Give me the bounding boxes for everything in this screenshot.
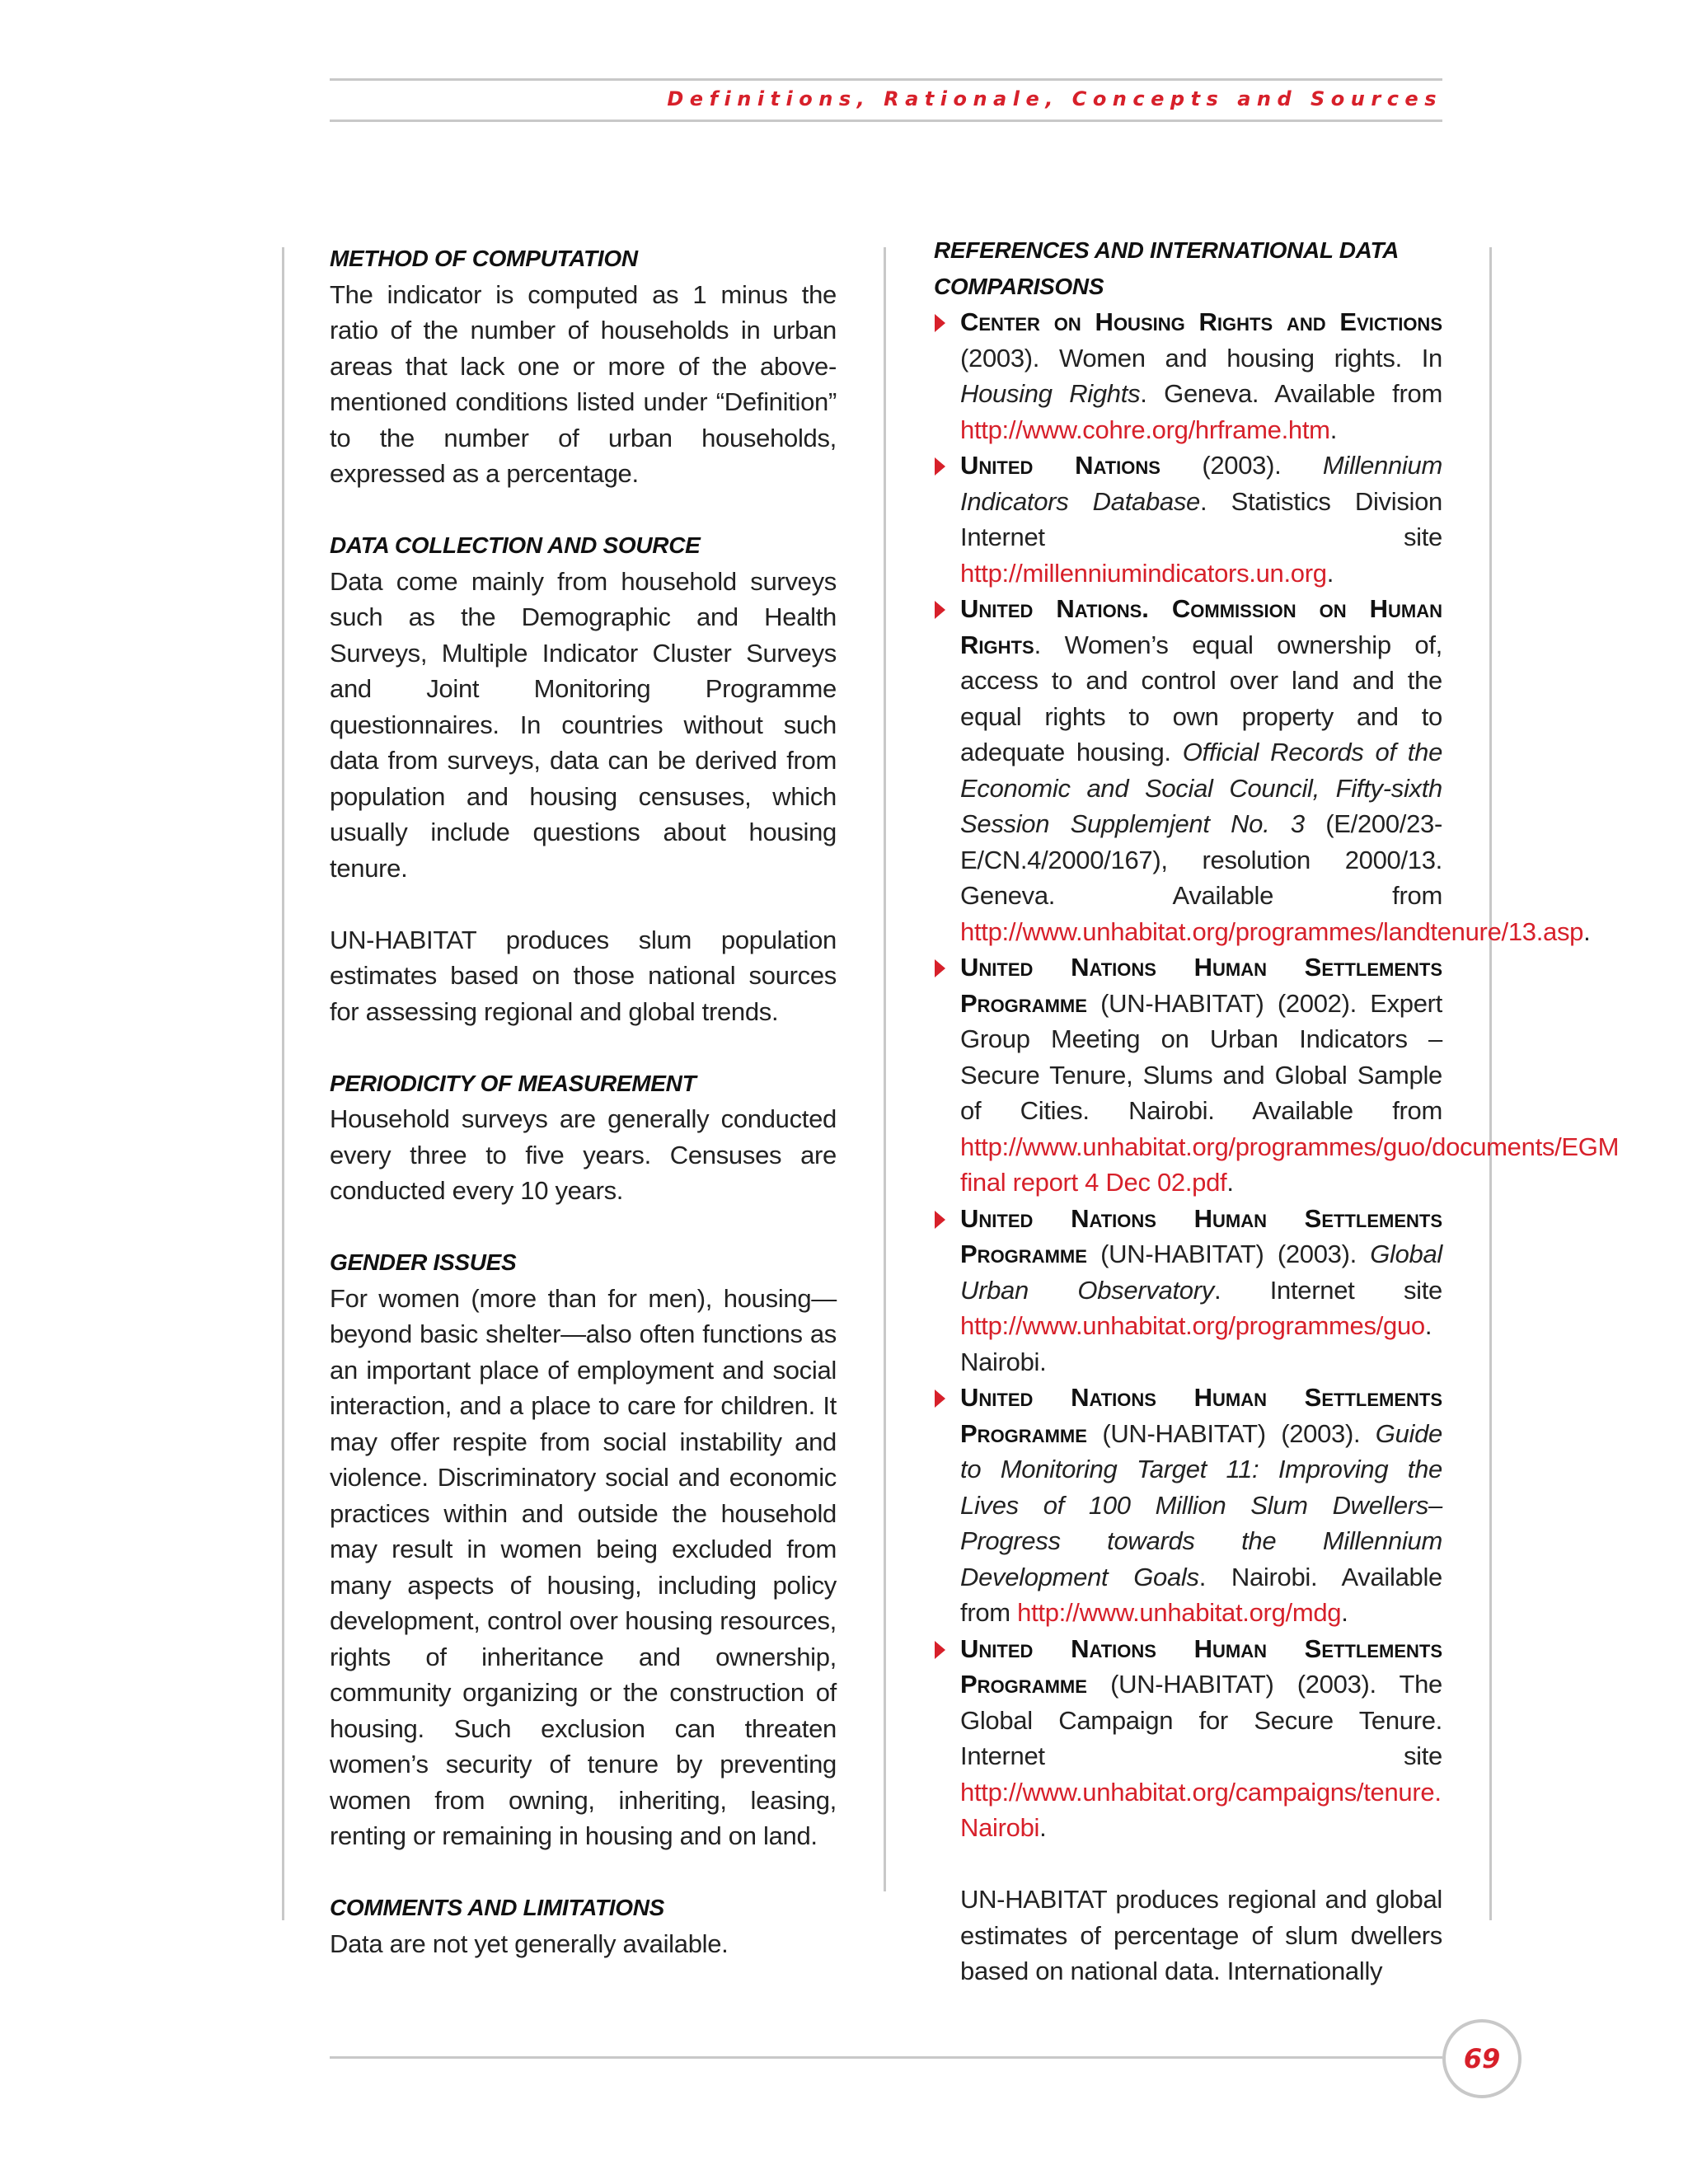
page-number: 69: [1463, 2043, 1501, 2074]
reference-author: Center on Housing Rights and Evictions: [960, 307, 1442, 336]
references-heading-line-1: REFERENCES AND INTERNATIONAL DATA: [934, 237, 1400, 263]
reference-title: Housing Rights: [960, 379, 1141, 408]
comments-text: Data are not yet generally available.: [330, 1929, 729, 1958]
reference-item: [934, 591, 1591, 949]
triangle-bullet-icon: [935, 1390, 945, 1408]
triangle-bullet-icon: [935, 314, 945, 332]
reference-text: .: [1326, 558, 1334, 588]
references-heading: [934, 232, 1442, 304]
periodicity-text: Household surveys are generally conducted every three to five years. Censuses are conducted every 10 years.: [330, 1104, 837, 1205]
reference-title: Guide to Monitoring Target 11: Improving the Lives of 100 Million Slum Dwellers–Progress towards the Millennium Development Goals: [960, 1418, 1442, 1591]
page-number-badge: [1442, 2019, 1522, 2098]
references-list: [934, 304, 1620, 1846]
reference-text: . Internet site: [1213, 1275, 1442, 1305]
reference-item: [934, 949, 1620, 1201]
reference-text: . Statistics Division Internet site: [960, 486, 1443, 551]
reference-title: Global Urban Observatory: [960, 1240, 1442, 1305]
reference-text: .: [1039, 1813, 1047, 1842]
reference-title: Official Records of the Economic and Social Council, Fifty-sixth Session Supplemjent No. 3: [960, 738, 1443, 838]
data-collection-text-2: UN-HABITAT produces slum population estimates based on those national sources for assessing regional and global trends.: [330, 925, 837, 1026]
reference-text: .: [1341, 1598, 1348, 1627]
reference-author: United Nations Human Settlements Programme: [960, 953, 1442, 1018]
reference-item: [934, 1201, 1442, 1380]
triangle-bullet-icon: [935, 601, 945, 619]
reference-item: [934, 448, 1442, 591]
reference-text: (E/200/23-E/CN.4/2000/167), resolution 2000/13. Geneva. Available from: [960, 809, 1442, 910]
triangle-bullet-icon: [935, 457, 945, 476]
data-collection-text: Data come mainly from household surveys such as the Demographic and Health Surveys, Multiple Indicator Cluster Surveys and Joint Monitoring Programme questionnaires. In countries without such data from surveys, data can be derived from population and housing censuses, which usually include questions about housing tenure.: [330, 566, 837, 883]
triangle-bullet-icon: [935, 959, 945, 977]
reference-text: (UN-HABITAT) (2003). The Global Campaign for Secure Tenure. Internet site: [960, 1670, 1442, 1770]
reference-author: United Nations Human Settlements Programme: [960, 1633, 1442, 1699]
header-rule-top: [330, 78, 1442, 81]
reference-text: . Geneva. Available from: [1140, 379, 1442, 408]
reference-link[interactable]: http://millenniumindicators.un.org: [960, 558, 1327, 588]
reference-text: .: [1329, 415, 1338, 444]
periodicity-section: [330, 1066, 837, 1209]
reference-link[interactable]: http://www.unhabitat.org/mdg: [1017, 1598, 1342, 1627]
method-text: The indicator is computed as 1 minus the ratio of the number of households in urban areas that lack one or more of the above-mentioned conditions listed under “Definition” to the number of urban households, expressed as a percentage.: [330, 279, 837, 488]
reference-text: . Nairobi.: [960, 1311, 1432, 1376]
reference-link[interactable]: http://www.cohre.org/hrframe.htm: [960, 415, 1330, 444]
reference-author: United Nations. Commission on Human Rights: [960, 594, 1442, 659]
method-heading: METHOD OF COMPUTATION: [330, 246, 638, 271]
reference-text: . Nairobi. Available from: [960, 1562, 1442, 1627]
reference-text: .: [1583, 916, 1591, 946]
reference-text: .: [1226, 1168, 1234, 1197]
comments-section: [330, 1890, 837, 1961]
reference-author: United Nations Human Settlements Programme: [960, 1203, 1442, 1268]
data-collection-heading: DATA COLLECTION AND SOURCE: [330, 532, 701, 558]
reference-text: . Women’s equal ownership of, access to and control over land and the equal rights to own property and to adequate housing.: [960, 630, 1442, 766]
comments-heading: COMMENTS AND LIMITATIONS: [330, 1895, 665, 1920]
gender-heading: GENDER ISSUES: [330, 1249, 517, 1275]
reference-item: [934, 1380, 1442, 1631]
closing-paragraph: UN-HABITAT produces regional and global estimates of percentage of slum dwellers based on national data. Internationally: [960, 1885, 1442, 1985]
reference-title: Millennium Indicators Database: [960, 451, 1442, 516]
data-collection-section: [330, 527, 837, 1029]
triangle-bullet-icon: [935, 1211, 945, 1229]
reference-link[interactable]: http://www.unhabitat.org/programmes/guo/documents/EGM final report 4 Dec 02.pdf: [960, 1132, 1620, 1197]
footer-rule: [330, 2056, 1442, 2059]
left-column: [330, 241, 837, 1961]
reference-item: [934, 304, 1442, 448]
running-head: Definitions, Rationale, Concepts and Sources: [667, 87, 1442, 110]
reference-text: (UN-HABITAT) (2003).: [1086, 1240, 1371, 1268]
reference-link[interactable]: http://www.unhabitat.org/campaigns/tenure. Nairobi: [960, 1777, 1442, 1842]
left-margin-rule: [282, 247, 284, 1920]
reference-item: [934, 1631, 1442, 1846]
reference-text: (UN-HABITAT) (2003).: [1086, 1418, 1376, 1448]
reference-author: United Nations: [960, 451, 1160, 480]
reference-author: United Nations Human Settlements Programme: [960, 1383, 1442, 1448]
references-heading-line-2: COMPARISONS: [934, 273, 1104, 299]
method-section: [330, 241, 837, 492]
gender-section: [330, 1244, 837, 1854]
reference-text: (2003). Women and housing rights. In: [960, 343, 1442, 373]
reference-text: (UN-HABITAT) (2002). Expert Group Meeting on Urban Indicators – Secure Tenure, Slums and Global Sample of Cities. Nairobi. Available from: [960, 988, 1442, 1125]
reference-link[interactable]: http://www.unhabitat.org/programmes/guo: [960, 1311, 1425, 1340]
gender-text: For women (more than for men), housing—beyond basic shelter—also often functions as an important place of employment and social interaction, and a place to care for children. It may offer respite from social instability and violence. Discriminatory social and economic practices within and outside the household may result in women being excluded from many aspects of housing, including policy development, control over housing resources, rights of inheritance and ownership, community organizing or the construction of housing. Such exclusion can threaten women’s security of tenure by preventing women from owning, inheriting, leasing, renting or remaining in housing and on land.: [330, 1283, 837, 1850]
reference-link[interactable]: http://www.unhabitat.org/programmes/landtenure/13.asp: [960, 916, 1584, 946]
periodicity-heading: PERIODICITY OF MEASUREMENT: [330, 1070, 696, 1096]
reference-text: (2003).: [1160, 451, 1323, 480]
right-column: [934, 237, 1620, 1990]
triangle-bullet-icon: [935, 1641, 945, 1659]
right-margin-rule: [1489, 247, 1492, 1920]
header-rule-bottom: [330, 120, 1442, 122]
column-divider-rule: [884, 247, 886, 1891]
